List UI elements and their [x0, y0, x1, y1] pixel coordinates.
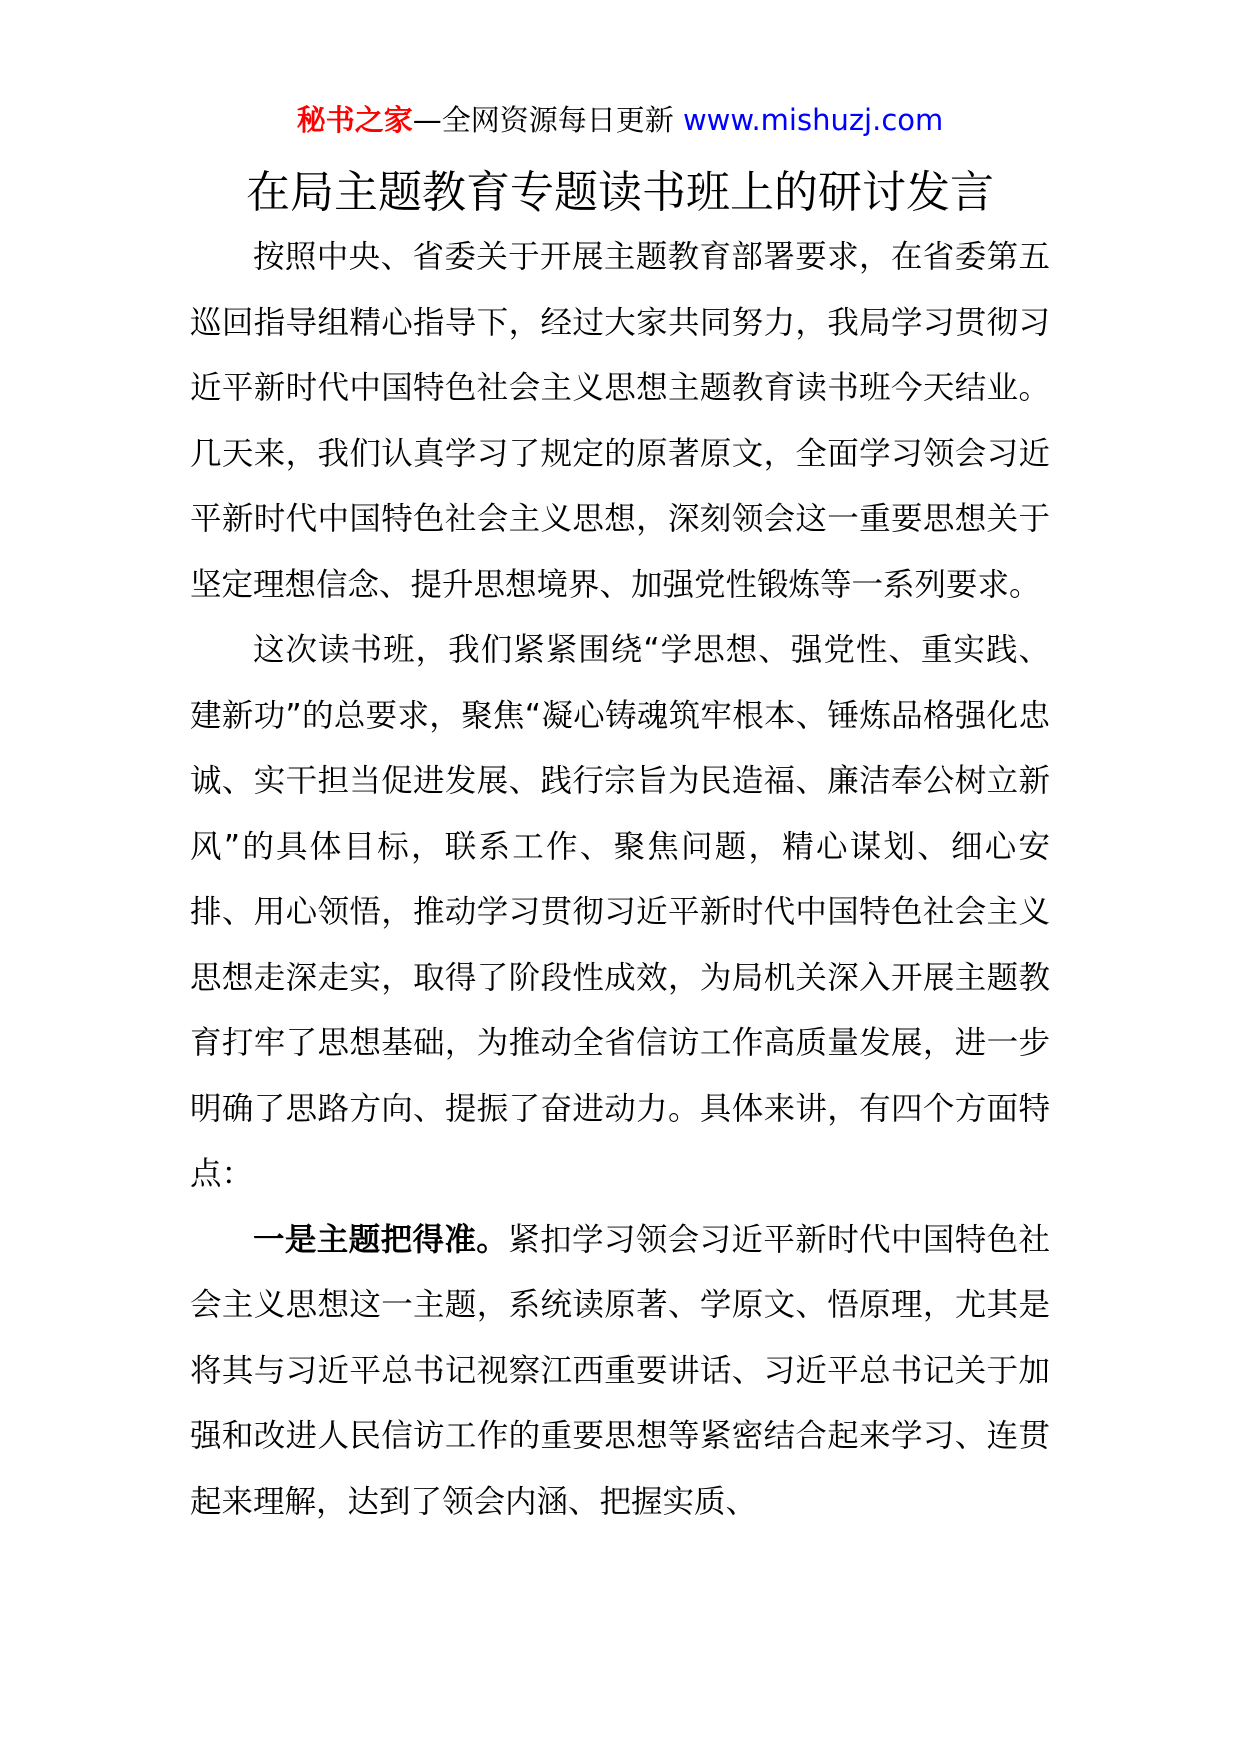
- paragraph-1: 按照中央、省委关于开展主题教育部署要求，在省委第五巡回指导组精心指导下，经过大家共同努力，我局学习贯彻习近平新时代中国特色社会主义思想主题教育读书班今天结业。几天来，我们认真学习了规定的原著原文，全面学习领会习近平新时代中国特色社会主义思想，深刻领会这一重要思想关于坚定理想信念、提升思想境界、加强党性锻炼等一系列要求。: [190, 239, 1050, 603]
- paragraph-3-text: 紧扣学习领会习近平新时代中国特色社会主义思想这一主题，系统读原著、学原文、悟原理，尤其是将其与习近平总书记视察江西重要讲话、习近平总书记关于加强和改进人民信访工作的重要思想等紧密结合起来学习、连贯起来理解，达到了领会内涵、把握实质、: [190, 1221, 1050, 1520]
- document-body: [190, 225, 1050, 1535]
- paragraph-3: [190, 1208, 1050, 1536]
- paragraph-2: 这次读书班，我们紧紧围绕“学思想、强党性、重实践、建新功”的总要求，聚焦“凝心铸魂筑牢根本、锤炼品格强化忠诚、实干担当促进发展、践行宗旨为民造福、廉洁奉公树立新风”的具体目标，联系工作、聚焦问题，精心谋划、细心安排、用心领悟，推动学习贯彻习近平新时代中国特色社会主义思想走深走实，取得了阶段性成效，为局机关深入开展主题教育打牢了思想基础，为推动全省信访工作高质量发展，进一步明确了思路方向、提振了奋进动力。具体来讲，有四个方面特点：: [190, 632, 1050, 1192]
- paragraph-3-lead: 一是主题把得准。: [253, 1221, 509, 1258]
- site-url-link[interactable]: www.mishuzj.com: [682, 103, 944, 137]
- site-header: [0, 100, 1240, 140]
- brand-name: 秘书之家: [296, 103, 413, 137]
- document-title: 在局主题教育专题读书班上的研讨发言: [246, 167, 994, 218]
- header-tagline: —全网资源每日更新: [412, 103, 683, 137]
